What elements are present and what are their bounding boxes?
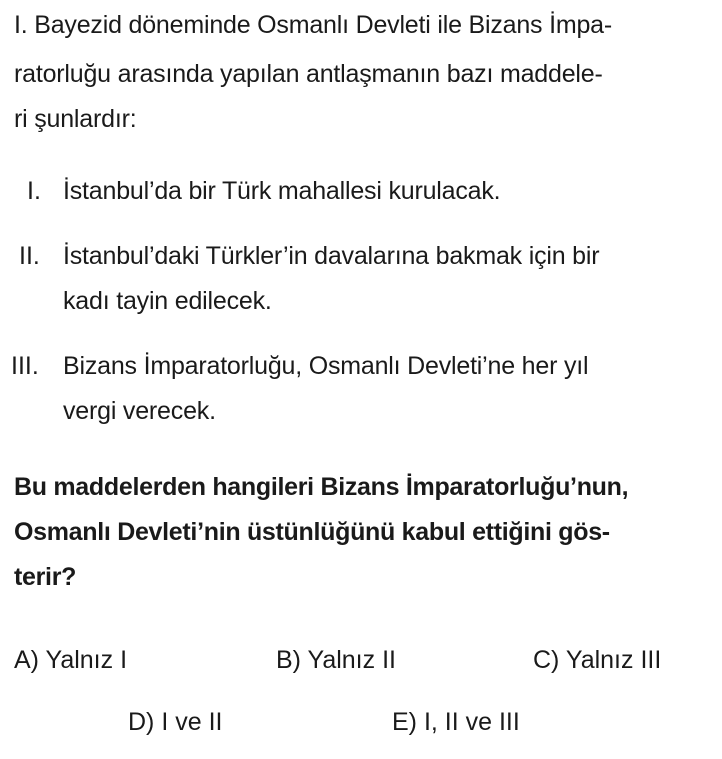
statement-1-text: İstanbul’da bir Türk mahallesi kurulacak. <box>63 177 501 205</box>
statement-2-numeral: II. <box>19 242 40 270</box>
option-e[interactable]: E) I, II ve III <box>392 708 520 736</box>
question-line-2: Osmanlı Devleti’nin üstünlüğünü kabul ettiğini gös- <box>14 518 610 546</box>
option-c[interactable]: C) Yalnız III <box>533 646 662 674</box>
statement-3-text-line-2: vergi verecek. <box>63 397 216 425</box>
intro-line-1: I. Bayezid döneminde Osmanlı Devleti ile Bizans İmpa- <box>14 11 613 39</box>
question-line-3: terir? <box>14 563 77 591</box>
option-b[interactable]: B) Yalnız II <box>276 646 396 674</box>
statement-2-text-line-1: İstanbul’daki Türkler’in davalarına bakmak için bir <box>63 242 600 270</box>
option-d[interactable]: D) I ve II <box>128 708 223 736</box>
option-a[interactable]: A) Yalnız I <box>14 646 128 674</box>
statement-2-text-line-2: kadı tayin edilecek. <box>63 287 272 315</box>
statement-3-text-line-1: Bizans İmparatorluğu, Osmanlı Devleti’ne her yıl <box>63 352 589 380</box>
question-line-1: Bu maddelerden hangileri Bizans İmparatorluğu’nun, <box>14 473 629 501</box>
intro-line-3: ri şunlardır: <box>14 105 137 133</box>
statement-1-numeral: I. <box>27 177 41 205</box>
statement-3-numeral: III. <box>11 352 39 380</box>
intro-line-2: ratorluğu arasında yapılan antlaşmanın bazı maddele- <box>14 60 603 88</box>
